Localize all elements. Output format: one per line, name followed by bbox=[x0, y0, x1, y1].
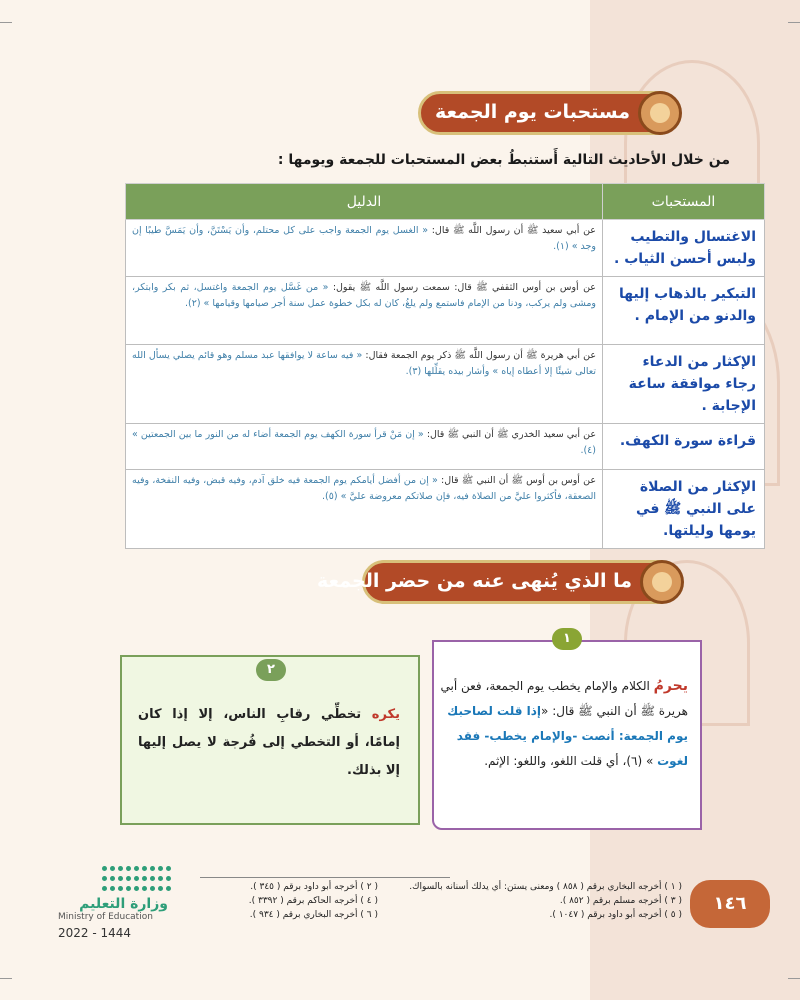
footnote-divider bbox=[200, 877, 450, 878]
proof-cell bbox=[126, 277, 603, 345]
table-row bbox=[126, 470, 765, 549]
crop-mark bbox=[788, 978, 800, 979]
proof-cell bbox=[126, 345, 603, 424]
table-row bbox=[126, 220, 765, 277]
proof-quote: « فيه ساعة لا يوافقها عبد مسلم وهو قائم يصلي يسأل الله تعالى شيئًا إلا أعطاه إياه » وأشار بيده يقلِّلها (٣). bbox=[132, 350, 596, 377]
footnote: ( ٤ ) أخرجه الحاكم برقم ( ٣٣٩٢ ). bbox=[248, 896, 378, 906]
rosette-icon bbox=[638, 91, 682, 135]
proof-quote: « من غَسَّل يوم الجمعة واغتسل، ثم بكر وابتكر، ومشى ولم يركب، ودنا من الإمام فاستمع ولم يلغُ، كان له بكل خطوة عمل سنة أجر صيامها وقيامها » (٢). bbox=[132, 282, 596, 309]
number-badge: ١ bbox=[552, 628, 582, 650]
body-text: تخطِّي رقابِ الناس، إلا إذا كان إمامًا، أو التخطي إلى فُرجة لا يصل إليها إلا بذلك. bbox=[138, 707, 400, 778]
category-cell: الإكثار من الصلاة على النبي ﷺ في يومها وليلتها. bbox=[603, 470, 765, 549]
footnote: ( ٣ ) أخرجه مسلم برقم ( ٨٥٢ ). bbox=[559, 896, 682, 906]
proof-quote: « إن مَنْ قرأ سورة الكهف يوم الجمعة أضاء له من النور ما بين الجمعتين » (٤). bbox=[132, 429, 596, 456]
intro-text: من خلال الأحاديث التالية أَستنبطُ بعض المستحبات للجمعة ويومها : bbox=[277, 152, 730, 168]
section-title: مستحبات يوم الجمعة bbox=[434, 101, 630, 123]
edition-year: 2022 - 1444 bbox=[58, 926, 132, 940]
section-title: ما الذي يُنهى عنه من حضر الجمعة bbox=[317, 570, 632, 592]
proof-narration: عن أبي سعيد الخدري ﷺ أن النبي ﷺ قال: bbox=[426, 429, 596, 440]
proof-narration: عن أوس بن أوس ﷺ أن النبي ﷺ قال: bbox=[441, 475, 597, 486]
table-header-row bbox=[126, 184, 765, 220]
body-text: » (٦)، أي قلت اللغو، واللغو: الإثم. bbox=[484, 754, 658, 768]
proof-narration: عن أبي هريرة ﷺ أن رسول اللَّه ﷺ ذكر يوم الجمعة فقال: bbox=[365, 350, 596, 361]
crop-mark bbox=[788, 22, 800, 23]
column-header: الدليل bbox=[126, 184, 603, 220]
ministry-name-english: Ministry of Education bbox=[58, 912, 153, 922]
lead-word: يحرمُ bbox=[653, 678, 688, 694]
prohibition-text bbox=[440, 674, 688, 774]
prohibition-box-2 bbox=[120, 655, 420, 825]
proof-quote: « الغسل يوم الجمعة واجب على كل محتلم، وأن يَسْتَنَّ، وأن يَمَسَّ طيبًا إن وجد » (١). bbox=[132, 225, 596, 252]
prohibition-text bbox=[138, 701, 400, 785]
logo-dots-icon bbox=[102, 866, 168, 894]
recommendations-table bbox=[125, 183, 765, 549]
number-badge: ٢ bbox=[256, 659, 286, 681]
category-cell: التبكير بالذهاب إليها والدنو من الإمام . bbox=[603, 277, 765, 345]
lead-word: يكره bbox=[371, 707, 400, 722]
crop-mark bbox=[0, 978, 12, 979]
prohibition-box-1 bbox=[432, 631, 702, 830]
rosette-icon bbox=[640, 560, 684, 604]
ministry-name-arabic: وزارة التعليم bbox=[79, 896, 168, 912]
proof-quote: « إن من أفضل أيامكم يوم الجمعة فيه خلق آدم، وفيه قبض، وفيه النفخة، وفيه الصعقة، فأكثروا عليَّ من الصلاة فيه، فإن صلاتكم معروضة عليَّ » (٥). bbox=[132, 475, 596, 502]
category-cell: الاغتسال والتطيب ولبس أحسن الثياب . bbox=[603, 220, 765, 277]
body-text: الكلام والإمام يخطب يوم الجمعة، فعن أبي هريرة ﷺ أن النبي ﷺ قال: « bbox=[440, 679, 688, 718]
proof-cell bbox=[126, 424, 603, 470]
column-header: المستحبات bbox=[603, 184, 765, 220]
footnote: ( ٥ ) أخرجه أبو داود برقم ( ١٠٤٧ ). bbox=[549, 910, 682, 920]
table-row bbox=[126, 424, 765, 470]
footnote: ( ١ ) أخرجه البخاري برقم ( ٨٥٨ ) ومعنى يستن: أي يدلك أسنانه بالسواك. bbox=[409, 882, 682, 892]
ministry-logo bbox=[58, 866, 168, 940]
hadith-quote: إذا قلت لصاحبك يوم الجمعة: أنصت -والإمام يخطب- فقد لغوت bbox=[447, 704, 688, 768]
proof-cell bbox=[126, 220, 603, 277]
proof-narration: عن أبي سعيد ﷺ أن رسول اللَّه ﷺ قال: bbox=[431, 225, 596, 236]
proof-narration: عن أوس بن أوس الثقفي ﷺ قال: سمعت رسول اللَّه ﷺ يقول: bbox=[332, 282, 596, 293]
footnote: ( ٢ ) أخرجه أبو داود برقم ( ٣٤٥ ). bbox=[250, 882, 378, 892]
crop-mark bbox=[0, 22, 12, 23]
proof-cell bbox=[126, 470, 603, 549]
category-cell: الإكثار من الدعاء رجاء موافقة ساعة الإجابة . bbox=[603, 345, 765, 424]
page-number: ١٤٦ bbox=[690, 880, 770, 928]
table-row bbox=[126, 277, 765, 345]
table-row bbox=[126, 345, 765, 424]
footnote: ( ٦ ) أخرجه البخاري برقم ( ٩٣٤ ). bbox=[249, 910, 378, 920]
category-cell: قراءة سورة الكهف. bbox=[603, 424, 765, 470]
